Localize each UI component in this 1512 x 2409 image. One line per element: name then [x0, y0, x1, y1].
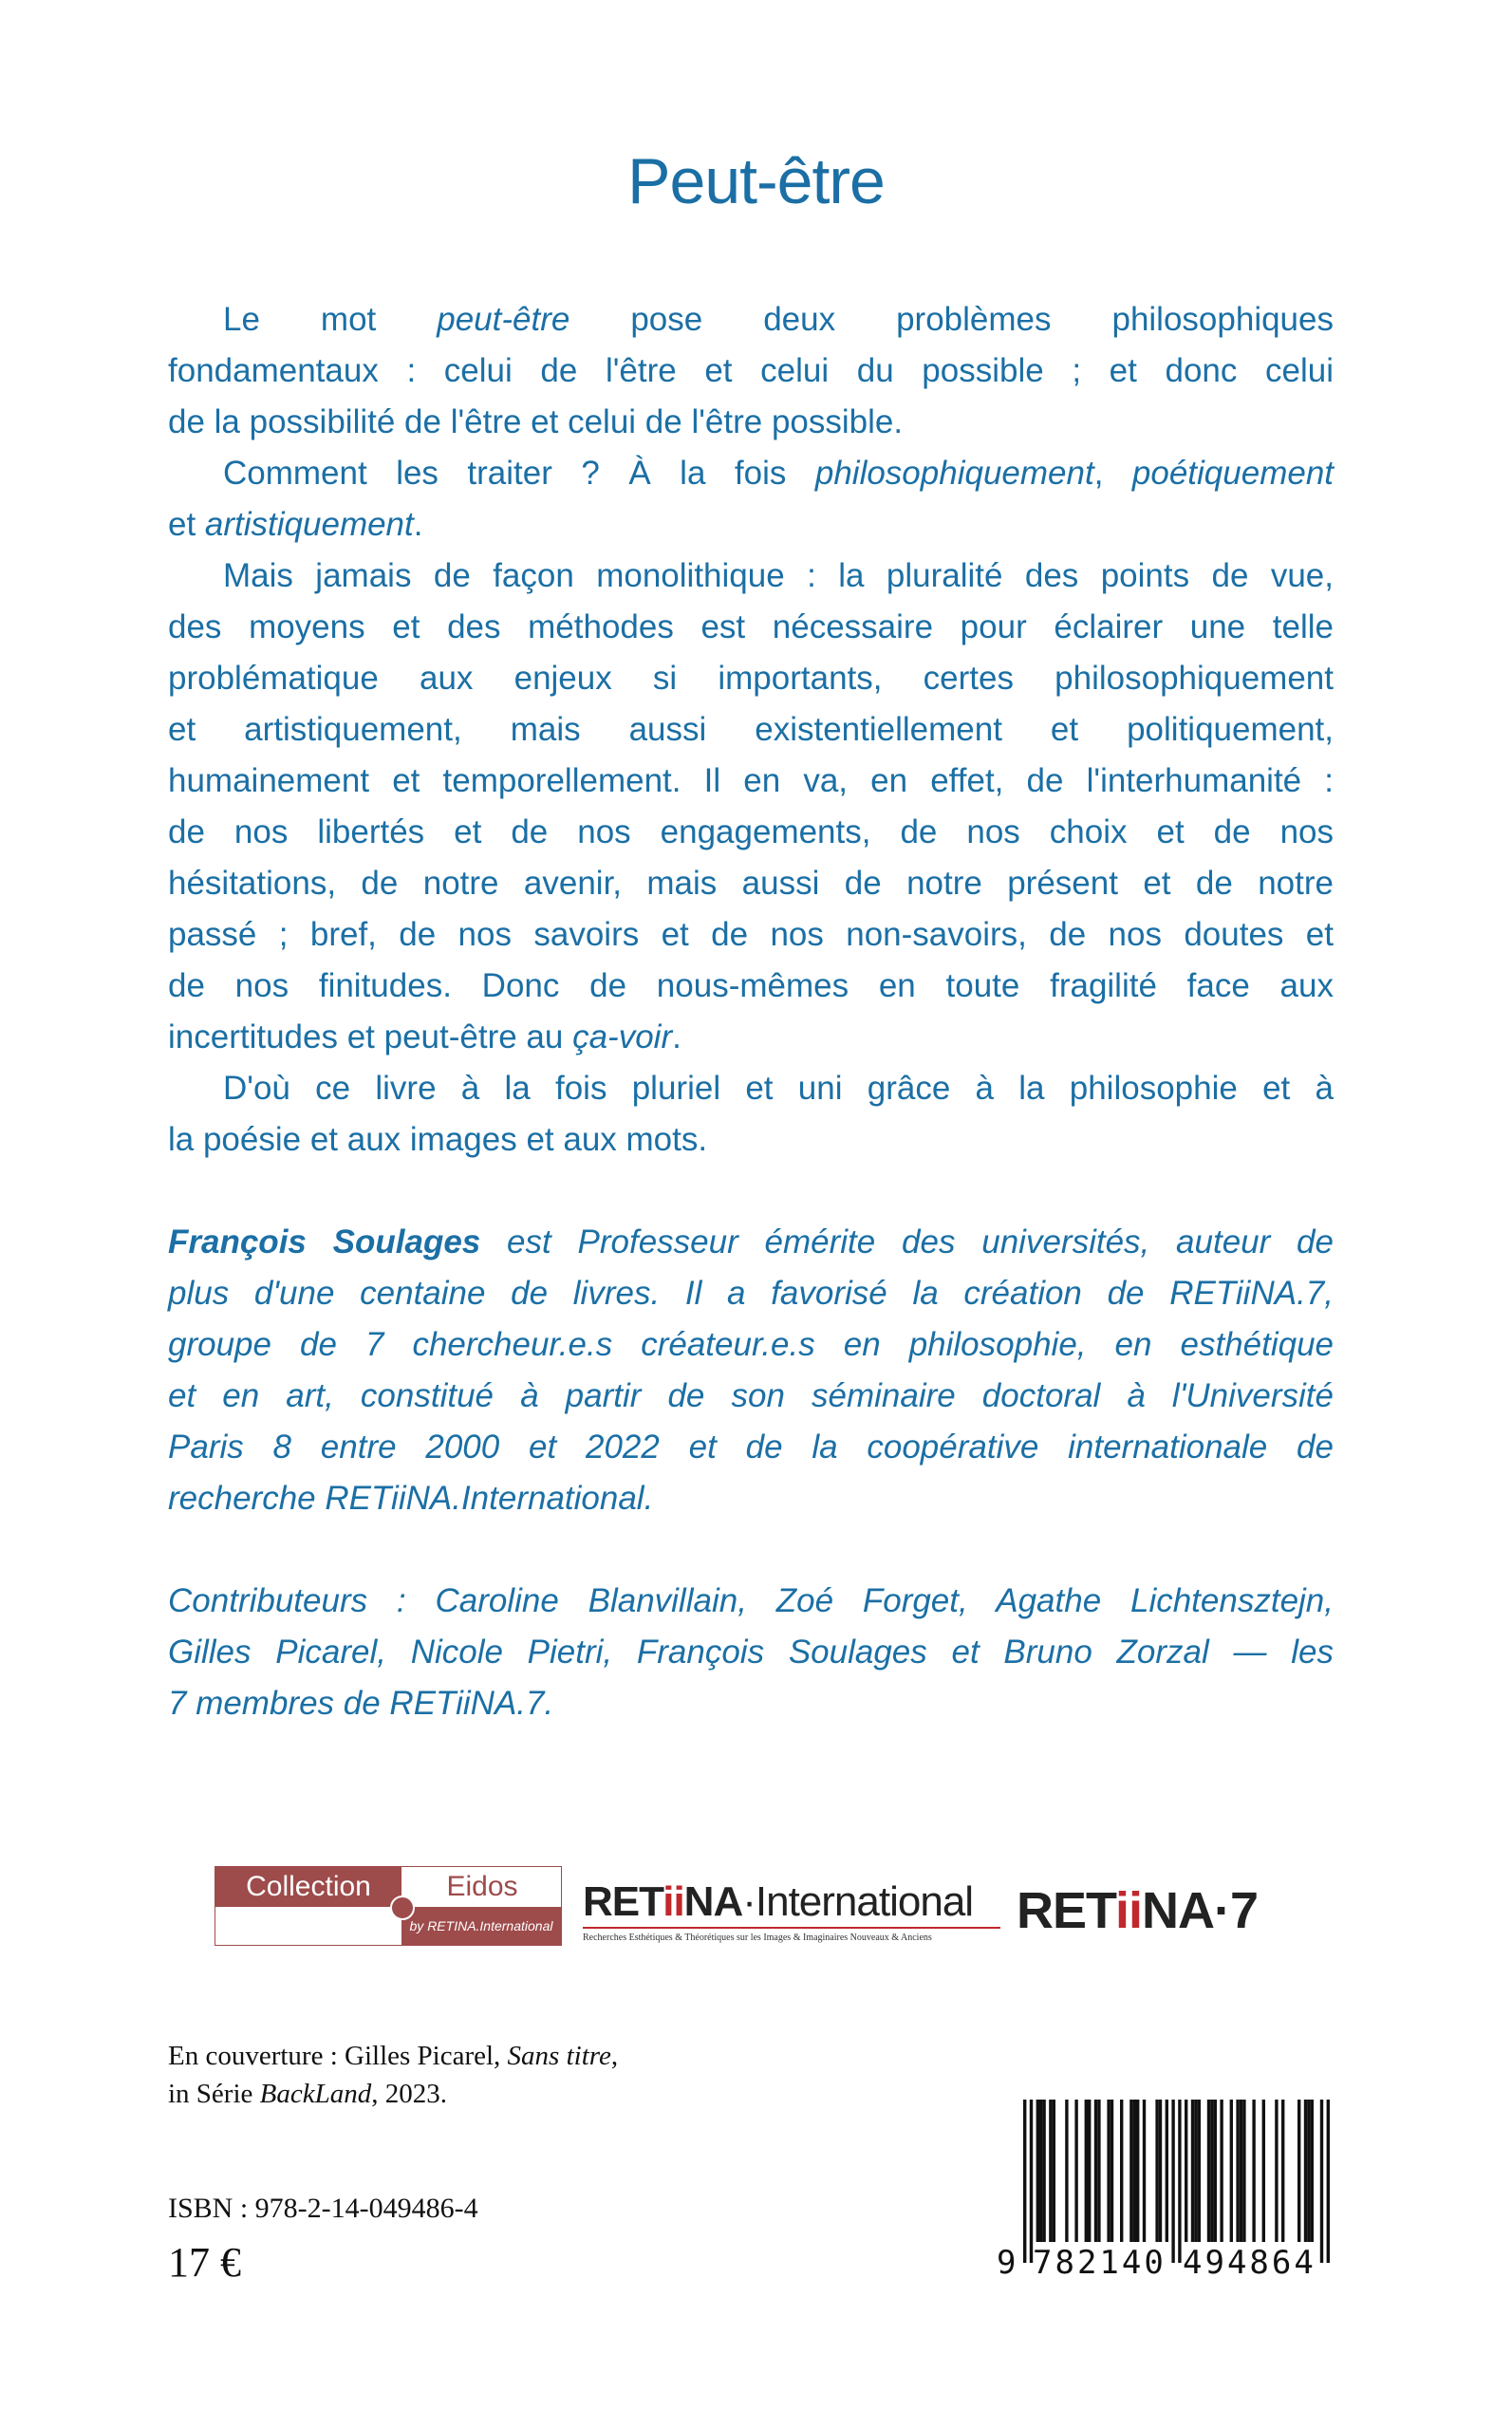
- logo-international: ·International: [742, 1878, 974, 1925]
- barcode-bar: [1159, 2100, 1162, 2242]
- barcode-bar: [1155, 2100, 1158, 2242]
- text-segment: Paris 8 entre 2000 et 2022 et de la coopérative internationale de: [168, 1429, 1334, 1466]
- text-line: [168, 345, 1334, 397]
- text-segment: Mais jamais de façon monolithique : la pluralité des points de vue,: [223, 557, 1334, 594]
- text-line: [168, 807, 1334, 858]
- barcode-bar: [1094, 2100, 1097, 2242]
- text-line: [168, 551, 1334, 602]
- cover-credit: [168, 2037, 618, 2113]
- barcode-bar: [1207, 2100, 1210, 2242]
- text-segment: ça-voir: [572, 1018, 673, 1055]
- retiina-international-logo: [583, 1879, 1000, 1943]
- barcode-bar: [1171, 2100, 1174, 2263]
- barcode-bar: [1320, 2100, 1323, 2263]
- text-segment: D'où ce livre à la fois pluriel et uni grâce à la philosophie et à: [223, 1070, 1334, 1107]
- barcode-bar: [1198, 2100, 1201, 2242]
- logo-dot: [390, 1895, 415, 1920]
- barcode-bar: [1262, 2100, 1265, 2242]
- text-line: [168, 1678, 1334, 1729]
- barcode-bar: [1311, 2100, 1314, 2242]
- text-segment: groupe de 7 chercheur.e.s créateur.e.s en philosophie, en esthétique: [168, 1326, 1334, 1363]
- credit-comma: ,: [610, 2041, 619, 2071]
- text-segment: et: [168, 506, 205, 543]
- barcode-bar: [1252, 2100, 1255, 2242]
- text-segment: Comment les traiter ? À la fois: [223, 455, 815, 492]
- barcode-bar: [1281, 2100, 1284, 2242]
- credit-text: En couverture : Gilles Picarel,: [168, 2041, 508, 2071]
- retiina-7-logo: [1017, 1881, 1258, 1940]
- text-line: [168, 1473, 1334, 1524]
- page-title: Peut-être: [627, 145, 885, 217]
- text-segment: de nos libertés et de nos engagements, de nos choix et de nos: [168, 813, 1334, 850]
- barcode-bar: [1230, 2100, 1233, 2242]
- text-line: [168, 1217, 1334, 1268]
- text-segment: ,: [1093, 455, 1132, 492]
- text-segment: artistiquement: [204, 506, 414, 543]
- text-segment: Gilles Picarel, Nicole Pietri, François Soulages et Bruno Zorzal — les: [168, 1634, 1334, 1671]
- credit-series-prefix: in Série: [168, 2079, 260, 2109]
- barcode-bar: [1214, 2100, 1217, 2242]
- text-segment: passé ; bref, de nos savoirs et de nos non-savoirs, de nos doutes et: [168, 916, 1334, 953]
- text-line: [168, 653, 1334, 704]
- barcode-bar: [1107, 2100, 1110, 2242]
- text-line: [168, 1063, 1334, 1114]
- barcode-bar: [1240, 2100, 1242, 2242]
- text-line: [168, 704, 1334, 756]
- by-retina-label: by RETINA.International: [401, 1907, 561, 1945]
- text-segment: recherche RETiiNA.International.: [168, 1480, 654, 1517]
- text-segment: la poésie et aux images et aux mots.: [168, 1121, 708, 1158]
- text-segment: hésitations, de notre avenir, mais aussi de notre présent et de notre: [168, 865, 1334, 902]
- barcode-bar: [1053, 2100, 1055, 2242]
- text-line: [168, 448, 1334, 499]
- text-line: [168, 1627, 1334, 1678]
- text-segment: peut-être: [437, 301, 570, 338]
- logo-rule: [583, 1927, 1000, 1929]
- text-segment: Contributeurs : Caroline Blanvillain, Zoé Forget, Agathe Lichtensztejn,: [168, 1582, 1334, 1619]
- text-segment: et artistiquement, mais aussi existentiellement et politiquement,: [168, 711, 1334, 748]
- text-line: [168, 1576, 1334, 1627]
- barcode-bar: [1297, 2100, 1300, 2242]
- barcode-bar: [1194, 2100, 1197, 2242]
- barcode-bar: [1185, 2100, 1187, 2242]
- text-line: [168, 961, 1334, 1012]
- text-segment: .: [413, 506, 423, 543]
- credit-work: Sans titre: [507, 2041, 611, 2071]
- logo-ret: RET: [1017, 1882, 1116, 1939]
- barcode-bar: [1143, 2100, 1146, 2242]
- text-segment: de nos finitudes. Donc de nous-mêmes en toute fragilité face aux: [168, 967, 1334, 1004]
- barcode-bar: [1242, 2100, 1245, 2242]
- barcode-bar: [1307, 2100, 1310, 2242]
- text-line: [168, 1422, 1334, 1473]
- barcode-bar: [1023, 2100, 1026, 2263]
- barcode-bar: [1304, 2100, 1307, 2242]
- barcode-bar: [1129, 2100, 1132, 2242]
- text-segment: des moyens et des méthodes est nécessaire pour éclairer une telle: [168, 608, 1334, 645]
- text-segment: Le mot: [223, 301, 438, 338]
- barcode-bar: [1030, 2100, 1033, 2263]
- text-segment: François Soulages: [168, 1223, 481, 1261]
- logo-ret: RET: [583, 1878, 663, 1925]
- text-line: [168, 397, 1334, 448]
- text-segment: problématique aux enjeux si importants, certes philosophiquement: [168, 660, 1334, 697]
- paragraph: [168, 1576, 1334, 1729]
- barcode-bar: [1120, 2100, 1123, 2242]
- barcode-bar: [1275, 2100, 1278, 2242]
- text-line: [168, 499, 1334, 551]
- barcode-bar: [1039, 2100, 1042, 2242]
- paragraph: [168, 1217, 1334, 1524]
- barcode-right-digits: 494864: [1183, 2244, 1316, 2282]
- barcode-bar: [1049, 2100, 1052, 2242]
- barcode-bar: [1074, 2100, 1077, 2242]
- barcode-bar: [1065, 2100, 1068, 2242]
- text-segment: 7 membres de RETiiNA.7.: [168, 1685, 554, 1722]
- text-line: [168, 1371, 1334, 1422]
- collection-label: Collection: [215, 1867, 401, 1907]
- text-segment: fondamentaux : celui de l'être et celui du possible ; et donc celui: [168, 352, 1334, 389]
- text-line: [168, 1319, 1334, 1371]
- barcode-bar: [1166, 2100, 1168, 2242]
- text-segment: est Professeur émérite des universités, auteur de: [480, 1223, 1334, 1261]
- text-line: [168, 858, 1334, 909]
- text-line: [168, 1012, 1334, 1063]
- text-line: [168, 1114, 1334, 1166]
- barcode-bar: [1210, 2100, 1213, 2242]
- text-segment: plus d'une centaine de livres. Il a favorisé la création de RETiiNA.7,: [168, 1275, 1334, 1312]
- logo-ii: ii: [663, 1878, 684, 1925]
- text-line: [168, 909, 1334, 961]
- text-line: [168, 294, 1334, 345]
- back-cover-text: [168, 294, 1334, 1729]
- barcode-bar: [1191, 2100, 1194, 2242]
- paragraph: [168, 1063, 1334, 1166]
- credit-year: , 2023.: [371, 2079, 447, 2109]
- text-line: [168, 756, 1334, 807]
- barcode-bar: [1111, 2100, 1113, 2242]
- text-segment: incertitudes et peut-être au: [168, 1018, 573, 1055]
- text-segment: poétiquement: [1131, 455, 1335, 492]
- paragraph: [168, 551, 1334, 1063]
- logo-ii: ii: [1115, 1882, 1143, 1939]
- barcode-bar: [1236, 2100, 1239, 2242]
- barcode-bar: [1088, 2100, 1091, 2242]
- barcode-bar: [1042, 2100, 1045, 2242]
- paragraph: [168, 448, 1334, 551]
- barcode-bar: [1097, 2100, 1100, 2242]
- text-line: [168, 1268, 1334, 1319]
- text-line: [168, 602, 1334, 653]
- text-segment: pose deux problèmes philosophiques: [569, 301, 1334, 338]
- text-segment: philosophiquement: [814, 455, 1094, 492]
- text-segment: .: [672, 1018, 681, 1055]
- barcode-first-digit: 9: [997, 2244, 1017, 2282]
- collection-eidos-logo: [215, 1866, 562, 1946]
- barcode-bar: [1133, 2100, 1136, 2242]
- text-segment: et en art, constitué à partir de son séminaire doctoral à l'Université: [168, 1377, 1334, 1414]
- logo-na: NA: [683, 1878, 743, 1925]
- isbn: ISBN : 978-2-14-049486-4: [168, 2193, 478, 2224]
- barcode-bar: [1136, 2100, 1139, 2242]
- text-segment: de la possibilité de l'être et celui de l'être possible.: [168, 403, 904, 440]
- barcode-bar: [1327, 2100, 1330, 2263]
- logo-tagline: Recherches Esthétiques & Théorétiques sur les Images & Imaginaires Nouveaux & Anciens: [583, 1933, 932, 1943]
- price: 17 €: [168, 2239, 241, 2286]
- paragraph: [168, 294, 1334, 448]
- logo-na7: NA·7: [1142, 1882, 1259, 1939]
- credit-series: BackLand: [259, 2079, 372, 2109]
- publisher-logos: [215, 1866, 1287, 1948]
- barcode-bar: [1178, 2100, 1181, 2263]
- barcode-bar: [1085, 2100, 1088, 2242]
- barcode-bar: [1220, 2100, 1223, 2242]
- eidos-label: Eidos: [446, 1871, 518, 1902]
- barcode-left-digits: 782140: [1033, 2244, 1167, 2282]
- text-segment: humainement et temporellement. Il en va, en effet, de l'interhumanité :: [168, 762, 1334, 799]
- barcode-bar: [1036, 2100, 1039, 2242]
